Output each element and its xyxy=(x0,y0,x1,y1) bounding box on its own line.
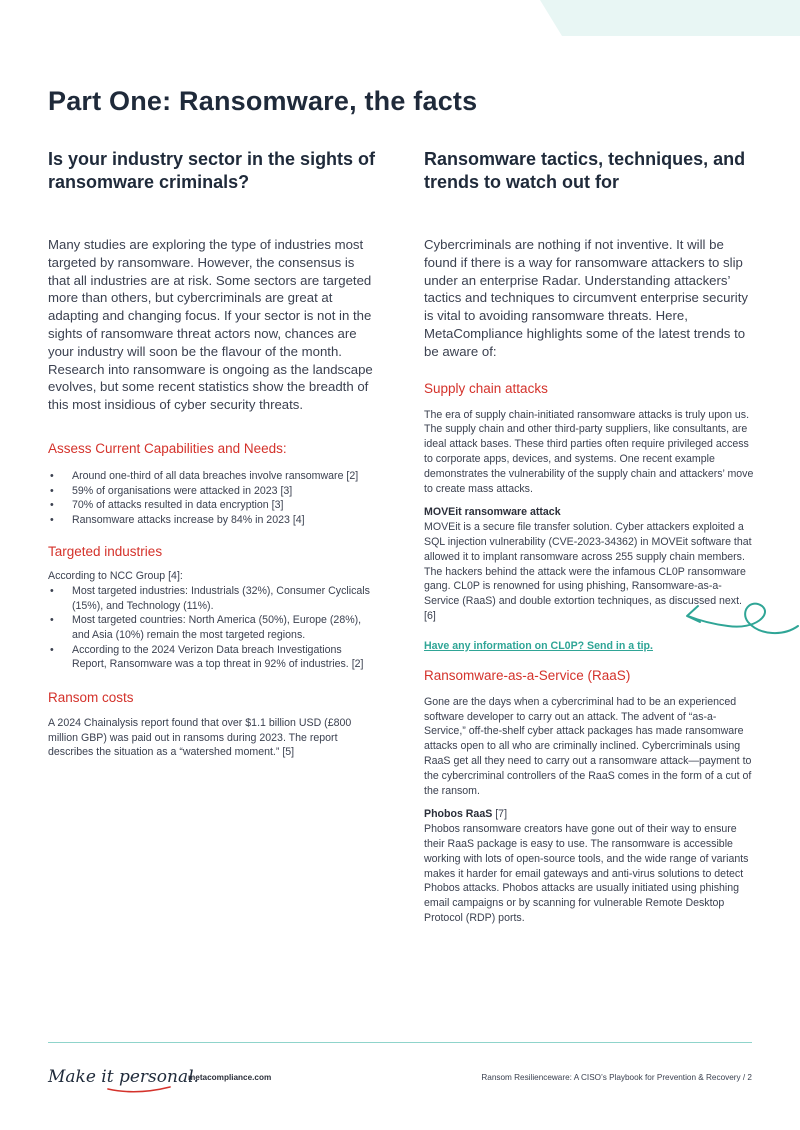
moveit-text: MOVEit is a secure file transfer solution. Cyber attackers exploited a SQL injection vulnerability (CVE-2023-34362) in MOVEit software that allowed it to implant ransomware across 255 supply chain members. The hackers behind the attack were the infamous CL0P ransomware gang. CL0P is renowned for using phishing, Ransomware-as-a-Service (RaaS) and double extortion techniques, as discussed next. [6] xyxy=(424,521,752,622)
supply-heading: Supply chain attacks xyxy=(424,380,548,396)
list-item: • According to the 2024 Verizon Data breach Investigations Report, Ransomware was a top threat in 92% of industries. [2] xyxy=(48,643,378,672)
corner-decoration xyxy=(540,0,800,36)
costs-text: A 2024 Chainalysis report found that over $1.1 billion USD (£800 million GBP) was paid out in ransoms during 2023. The report describes the situation as a “watershed moment.” [5] xyxy=(48,716,352,759)
footer-divider xyxy=(48,1042,752,1043)
phobos-text: Phobos ransomware creators have gone out of their way to ensure their RaaS package is easy to use. The ransomware is accessible working with lots of open-source tools, and the wide range of variants makes it harder for email gateways and anti-virus solutions to detect Phobos attacks. Phobos attacks are usually initiated using phishing email campaigns or by scanning for vulnerable Remote Desktop Protocol (RDP) ports. xyxy=(424,823,749,924)
list-item: • Most targeted industries: Industrials (32%), Consumer Cyclicals (15%), and Technology (11%). xyxy=(48,584,378,613)
list-item: • Around one-third of all data breaches involve ransomware [2] xyxy=(48,469,378,484)
footer-doc-title: Ransom Resilienceware: A CISO’s Playbook for Prevention & Recovery xyxy=(481,1073,741,1082)
capabilities-heading: Assess Current Capabilities and Needs: xyxy=(48,440,287,456)
page-number: / 2 xyxy=(740,1073,752,1082)
left-intro: Many studies are exploring the type of industries most targeted by ransomware. However, the consensus is that all industries are at risk. Some sectors are targeted more than others, but cybercriminals are great at adapting and changing focus. If your sector is not in the sights of ransomware threat actors now, chances are your industry will soon be the flavour of the month. Research into ransomware is ongoing as the landscape evolves, but some recent statistics show the breadth of this most insidious of cyber security threats. xyxy=(48,237,373,413)
phobos-ref: [7] xyxy=(492,808,508,821)
supply-text: The era of supply chain-initiated ransomware attacks is truly upon us. The supply chain and other third-party suppliers, like consultants, are ideal attack bases. These third parties often require privileged access to corporate apps, devices, and systems. One recent example demonstrates the vulnerability of the supply chain and attackers’ move to create mass attacks. xyxy=(424,408,754,495)
phobos-title: Phobos RaaS xyxy=(424,808,493,821)
footer-website: metacompliance.com xyxy=(188,1073,272,1082)
send-tip-link[interactable]: Have any information on CL0P? Send in a tip. xyxy=(424,639,653,652)
curved-arrow-icon xyxy=(676,596,800,640)
list-item: • 70% of attacks resulted in data encryption [3] xyxy=(48,498,378,513)
industries-heading: Targeted industries xyxy=(48,544,163,560)
raas-text: Gone are the days when a cybercriminal had to be an experienced software developer to carry out an attack. The advent of “as-a-Service,” off-the-shelf cyber attack packages has made ransomware attacks open to all who are criminally inclined. Cybercriminals using RaaS get all they need to carry out a ransomware attack—payment to the cybercriminal controllers of the RaaS comes in the form of a cut of the ransom. xyxy=(424,695,752,797)
moveit-title: MOVEit ransomware attack xyxy=(424,506,561,519)
industries-list xyxy=(48,584,378,672)
make-it-personal-logo xyxy=(48,1062,199,1096)
left-heading: Is your industry sector in the sights of ransomware criminals? xyxy=(48,149,376,192)
capabilities-list xyxy=(48,469,378,527)
raas-heading: Ransomware-as-a-Service (RaaS) xyxy=(424,667,631,683)
svg-text:Make it personal.: Make it personal. xyxy=(48,1067,199,1087)
costs-heading: Ransom costs xyxy=(48,689,134,705)
list-item: • Most targeted countries: North America (50%), Europe (28%), and Asia (10%) remain the most targeted regions. xyxy=(48,613,378,642)
right-heading: Ransomware tactics, techniques, and trends to watch out for xyxy=(424,149,746,192)
right-column xyxy=(424,148,754,926)
page-title: Part One: Ransomware, the facts xyxy=(48,86,478,116)
phobos-title-line xyxy=(424,807,754,822)
list-item: • Ransomware attacks increase by 84% in 2023 [4] xyxy=(48,513,378,528)
list-item: • 59% of organisations were attacked in 2023 [3] xyxy=(48,484,378,499)
right-intro: Cybercriminals are nothing if not inventive. It will be found if there is a way for ransomware attackers to slip under an enterprise Radar. Understanding attackers’ tactics and techniques to circumvent enterprise security is vital to avoiding ransomware threats. Here, MetaCompliance highlights some of the latest trends to be aware of: xyxy=(424,237,748,359)
left-column xyxy=(48,148,378,760)
footer-doc-info xyxy=(481,1073,752,1082)
industries-lead: According to NCC Group [4]: xyxy=(48,570,183,583)
